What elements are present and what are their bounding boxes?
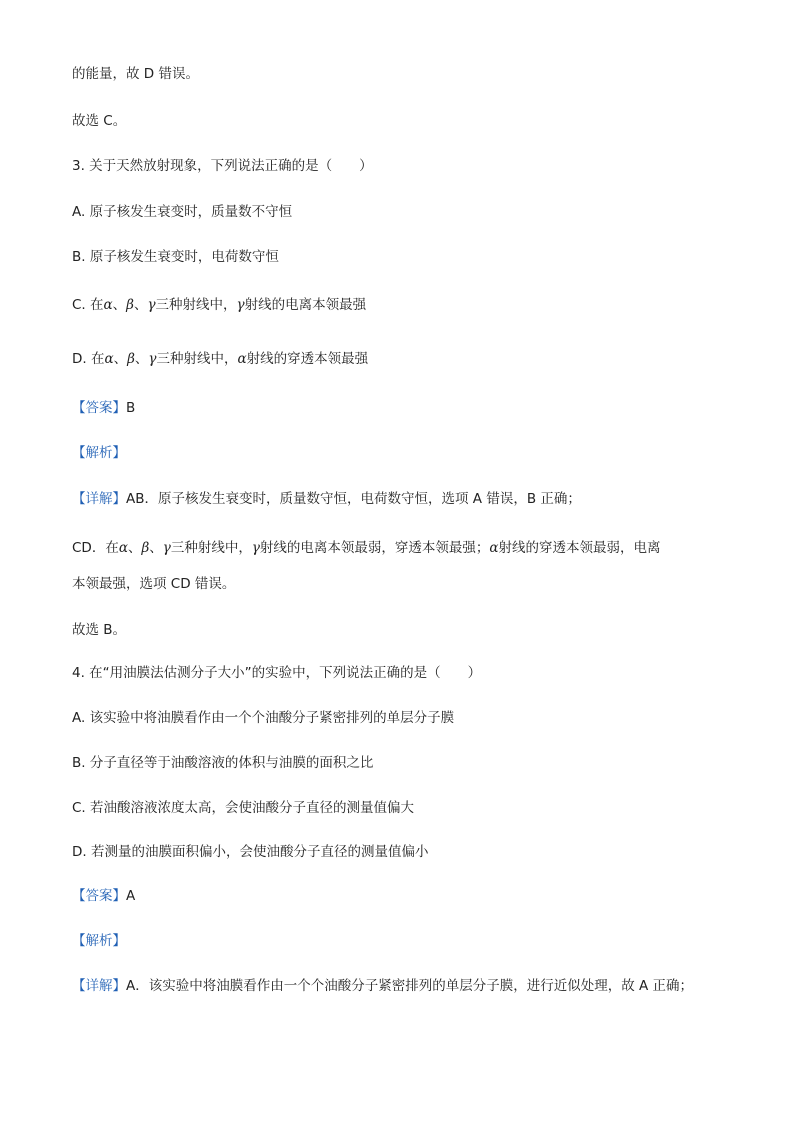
greek-symbol: β xyxy=(127,351,135,367)
analysis-heading xyxy=(72,932,126,950)
greek-symbol: α xyxy=(237,351,247,367)
line-text: 射线的穿透本领最强 xyxy=(246,351,369,367)
question-3-option-d xyxy=(72,350,368,368)
line-text: 射线的电离本领最强 xyxy=(244,297,367,313)
line-text: C. 在 xyxy=(72,297,104,313)
greek-symbol: γ xyxy=(236,297,245,313)
answer-line xyxy=(72,887,135,905)
line-text: 、 xyxy=(149,540,163,556)
greek-symbol: γ xyxy=(148,351,157,367)
greek-symbol: γ xyxy=(162,540,171,556)
line-text: B. 分子直径等于油酸溶液的体积与油膜的面积之比 xyxy=(72,755,374,771)
greek-symbol: α xyxy=(104,351,114,367)
question-4-stem xyxy=(72,664,481,682)
analysis-tag: 【解析】 xyxy=(72,445,126,461)
line-text: A．该实验中将油膜看作由一个个油酸分子紧密排列的单层分子膜，进行近似处理，故 A 正确； xyxy=(126,978,694,994)
line-text: B. 原子核发生衰变时，电荷数守恒 xyxy=(72,249,279,265)
detail-line xyxy=(72,539,661,557)
line-text: 三种射线中， xyxy=(156,351,238,367)
question-4-option-b xyxy=(72,754,373,772)
line-text: 射线的电离本领最弱，穿透本领最强； xyxy=(259,540,490,556)
line-text: C. 若油酸溶液浓度太高，会使油酸分子直径的测量值偏大 xyxy=(72,800,415,816)
greek-symbol: γ xyxy=(251,540,260,556)
greek-symbol: β xyxy=(126,297,134,313)
line-text: 、 xyxy=(127,540,142,556)
question-4-option-a xyxy=(72,709,454,727)
greek-symbol: α xyxy=(103,297,113,313)
line-text: 故选 C。 xyxy=(72,113,127,129)
line-text: D. 若测量的油膜面积偏小，会使油酸分子直径的测量值偏小 xyxy=(72,844,429,860)
text-line xyxy=(72,112,126,130)
line-text: 、 xyxy=(112,297,127,313)
line-text: AB．原子核发生衰变时，质量数守恒，电荷数守恒，选项 A 错误，B 正确； xyxy=(126,491,581,507)
question-3-stem xyxy=(72,157,373,175)
greek-symbol: β xyxy=(141,540,150,556)
line-text: 三种射线中， xyxy=(170,540,252,556)
greek-symbol: γ xyxy=(147,297,156,313)
greek-symbol: α xyxy=(118,540,128,556)
analysis-tag: 【解析】 xyxy=(72,933,126,949)
analysis-heading xyxy=(72,444,126,462)
line-text: 3. 关于天然放射现象，下列说法正确的是（ ） xyxy=(72,158,373,174)
answer-line xyxy=(72,399,135,417)
question-4-option-d xyxy=(72,843,428,861)
question-3-option-b xyxy=(72,248,279,266)
detail-tag: 【详解】 xyxy=(72,978,126,994)
detail-line xyxy=(72,575,235,593)
line-text: 、 xyxy=(133,297,148,313)
line-text: 本领最强，选项 CD 错误。 xyxy=(72,576,236,592)
line-text: 射线的穿透本领最弱，电离 xyxy=(498,540,661,556)
line-text: 的能量，故 D 错误。 xyxy=(72,66,199,82)
question-4-option-c xyxy=(72,799,414,817)
text-line xyxy=(72,65,199,83)
answer-value: A xyxy=(126,888,136,904)
answer-tag: 【答案】 xyxy=(72,888,126,904)
detail-tag: 【详解】 xyxy=(72,491,126,507)
detail-line xyxy=(72,977,693,995)
text-line xyxy=(72,621,126,639)
answer-value: B xyxy=(126,400,136,416)
question-3-option-c xyxy=(72,296,366,314)
line-text: 故选 B。 xyxy=(72,622,127,638)
line-text: 4. 在“用油膜法估测分子大小”的实验中，下列说法正确的是（ ） xyxy=(72,665,482,681)
answer-tag: 【答案】 xyxy=(72,400,126,416)
line-text: A. 原子核发生衰变时，质量数不守恒 xyxy=(72,204,293,220)
line-text: 、 xyxy=(134,351,149,367)
line-text: 三种射线中， xyxy=(155,297,237,313)
line-text: D. 在 xyxy=(72,351,105,367)
question-3-option-a xyxy=(72,203,292,221)
greek-symbol: α xyxy=(489,540,499,556)
line-text: CD．在 xyxy=(72,540,119,556)
detail-line xyxy=(72,490,581,508)
line-text: A. 该实验中将油膜看作由一个个油酸分子紧密排列的单层分子膜 xyxy=(72,710,455,726)
line-text: 、 xyxy=(113,351,128,367)
